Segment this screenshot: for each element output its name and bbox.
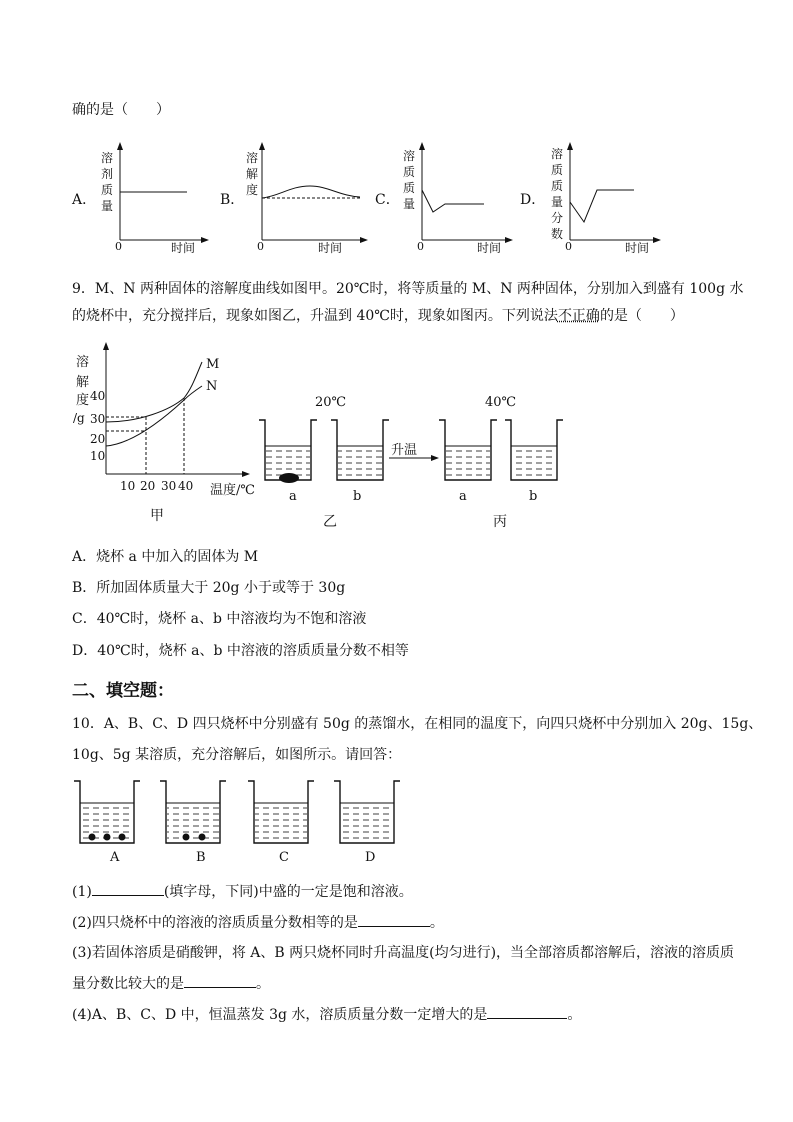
q10-stem-line2: 10g、5g 某溶质，充分溶解后，如图所示。请回答： <box>72 747 402 763</box>
q10-sub2: (2)四只烧杯中的溶液的溶质质量分数相等的是 。 <box>72 912 444 933</box>
q8-graph-d <box>545 140 663 258</box>
q9-caption-jia: 甲 <box>150 508 164 524</box>
q10-sub3-line2: 量分数比较大的是 。 <box>72 973 270 994</box>
q9-solubility-graph <box>70 340 270 530</box>
q9-emphasis: 不正确 <box>557 308 600 324</box>
q10-label-d: D <box>365 850 376 865</box>
q10-sub3-line1: (3)若固体溶质是硝酸钾，将 A、B 两只烧杯同时升高温度(均匀进行)，当全部溶质都溶解后，溶液的溶质质 <box>72 945 735 961</box>
q8-c-ylabel: 溶 <box>403 149 416 163</box>
q8-option-a-letter: A． <box>72 192 97 208</box>
q9-curve-n <box>106 386 202 446</box>
q8-b-origin: 0 <box>257 240 264 253</box>
svg-text:质: 质 <box>101 183 114 197</box>
q8-option-d-letter: D． <box>520 192 546 208</box>
q9-curve-n-label: N <box>206 379 218 394</box>
q8-option-c-letter: C． <box>375 192 400 208</box>
q9-caption-yi: 乙 <box>323 514 337 530</box>
q8-c-series-line <box>422 190 484 212</box>
svg-text:解: 解 <box>246 167 259 181</box>
q9-stem-line1: 9．M、N 两种固体的溶解度曲线如图甲。20℃时，将等质量的 M、N 两种固体，分别加入到盛有 100g 水 <box>72 281 744 297</box>
q8-graph-c <box>397 140 515 258</box>
q8-d-ylabel: 溶 <box>551 147 564 161</box>
svg-text:质: 质 <box>403 165 416 179</box>
answer-blank-4[interactable] <box>487 1004 567 1019</box>
q9-ytick: 40 <box>90 389 106 403</box>
q8-a-origin: 0 <box>115 240 122 253</box>
q9-label-a: a <box>289 489 297 504</box>
q8-c-xlabel: 时间 <box>477 241 502 255</box>
svg-text:数: 数 <box>551 227 564 241</box>
q8-option-b-letter: B． <box>220 192 245 208</box>
q9-beaker-b-20 <box>331 420 389 480</box>
q9-option-a: A．烧杯 a 中加入的固体为 M <box>72 549 259 565</box>
answer-blank-2[interactable] <box>358 912 430 927</box>
q9-ytick: 10 <box>90 449 106 463</box>
q8-a-ylabel: 溶 <box>101 151 114 165</box>
q9-curve-m <box>106 362 202 422</box>
q8-c-origin: 0 <box>417 240 424 253</box>
svg-text:量: 量 <box>551 195 564 209</box>
q10-label-b: B <box>196 850 206 865</box>
q9-temp-40: 40℃ <box>485 395 517 410</box>
svg-text:量: 量 <box>101 199 114 213</box>
q8-graph-a <box>95 140 210 258</box>
q8-d-xlabel: 时间 <box>625 241 650 255</box>
q9-label-a: a <box>459 489 467 504</box>
svg-text:分: 分 <box>551 211 564 225</box>
q9-xtick: 10 <box>120 479 136 493</box>
q9-option-c: C．40℃时，烧杯 a、b 中溶液均为不饱和溶液 <box>72 611 367 627</box>
svg-text:质: 质 <box>403 181 416 195</box>
q10-sub4: (4)A、B、C、D 中，恒温蒸发 3g 水，溶质质量分数一定增大的是 。 <box>72 1004 581 1025</box>
q9-xtick: 40 <box>178 479 194 493</box>
q9-ytick: 20 <box>90 432 106 446</box>
svg-text:质: 质 <box>551 179 564 193</box>
q9-ytick: 30 <box>90 412 106 426</box>
q9-caption-bing: 丙 <box>493 514 507 530</box>
answer-blank-1[interactable] <box>92 881 164 896</box>
q10-beaker-c <box>248 781 314 843</box>
q9-xtick: 30 <box>161 479 177 493</box>
q9-xlabel: 温度/℃ <box>210 483 255 498</box>
q9-label-b: b <box>529 489 538 504</box>
q10-beaker-a <box>74 781 140 843</box>
q10-label-c: C <box>279 850 289 865</box>
q10-stem-line1: 10．A、B、C、D 四只烧杯中分别盛有 50g 的蒸馏水，在相同的温度下，向四只烧杯中分别加入 20g、15g、 <box>72 716 763 732</box>
svg-text:度: 度 <box>246 183 259 197</box>
q8-d-origin: 0 <box>565 240 572 253</box>
svg-text:解: 解 <box>76 375 90 390</box>
section-heading: 二、填空题： <box>72 681 174 701</box>
svg-text:度: 度 <box>76 393 90 408</box>
q10-beaker-d <box>334 781 400 843</box>
q9-temp-20: 20℃ <box>315 395 347 410</box>
q8-graph-b <box>240 140 370 258</box>
svg-text:量: 量 <box>403 197 416 211</box>
q8-stem-tail: 确的是（ ） <box>72 102 170 118</box>
q9-option-b: B．所加固体质量大于 20g 小于或等于 30g <box>72 580 346 596</box>
svg-text:质: 质 <box>551 163 564 177</box>
q9-beaker-a-40 <box>439 420 497 480</box>
q8-b-ylabel: 溶 <box>246 151 259 165</box>
q10-sub1: (1) (填字母，下同)中盛的一定是饱和溶液。 <box>72 881 413 902</box>
q9-beaker-a-20 <box>259 420 317 483</box>
q8-b-series-curve <box>262 186 360 198</box>
q9-undissolved-solid <box>279 473 299 483</box>
q9-option-d: D．40℃时，烧杯 a、b 中溶液的溶质质量分数不相等 <box>72 643 409 659</box>
svg-text:剂: 剂 <box>101 167 114 181</box>
q10-beakers <box>72 775 392 870</box>
q9-beaker-b-40 <box>505 420 563 480</box>
q9-ylabel: 溶 <box>76 355 90 370</box>
answer-blank-3[interactable] <box>184 973 256 988</box>
q9-beakers <box>255 388 565 533</box>
q8-b-xlabel: 时间 <box>318 241 343 255</box>
q8-d-series-line <box>570 190 634 222</box>
q9-stem-line2: 的烧杯中，充分搅拌后，现象如图乙，升温到 40℃时，现象如图丙。下列说法不正确的是（ ） <box>72 308 684 324</box>
q10-beaker-b <box>160 781 226 843</box>
q10-label-a: A <box>110 850 120 865</box>
q9-arrow-label: 升温 <box>391 443 418 458</box>
q9-label-b: b <box>353 489 362 504</box>
svg-text:/g: /g <box>73 411 85 425</box>
q8-a-xlabel: 时间 <box>171 241 196 255</box>
q9-xtick: 20 <box>140 479 156 493</box>
q9-curve-m-label: M <box>206 357 220 372</box>
